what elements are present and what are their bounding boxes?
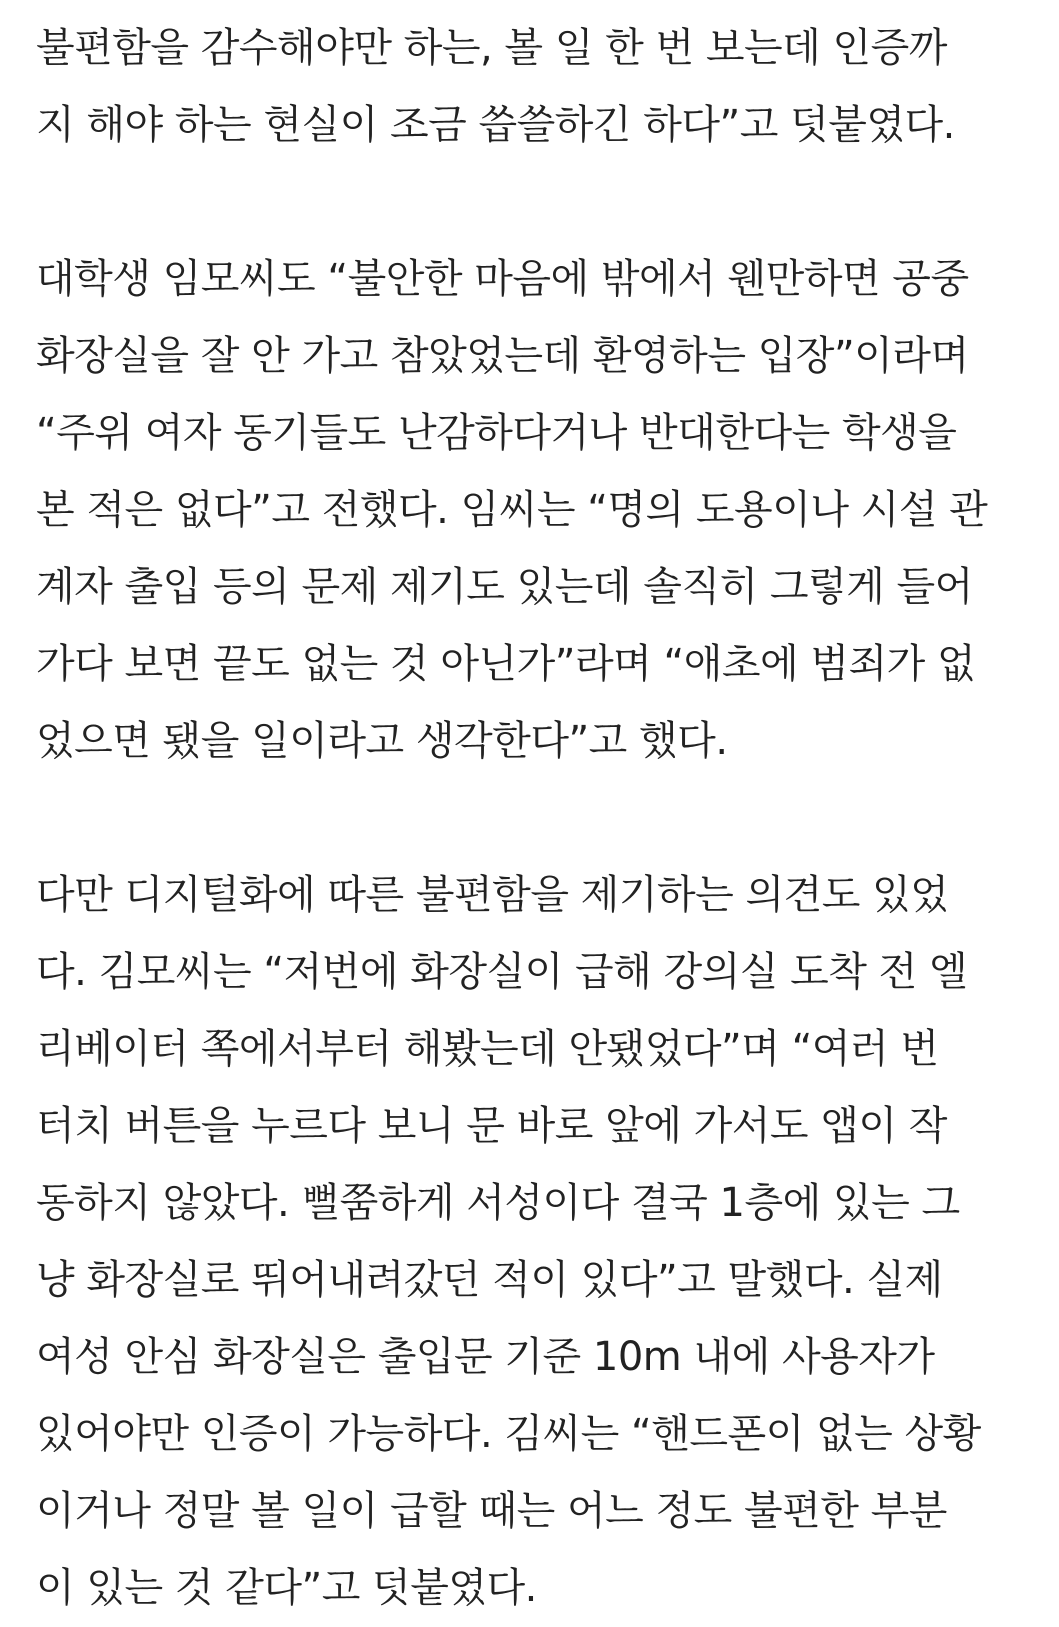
text-line: 동하지 않았다. 뻘쭘하게 서성이다 결국 1층에 있는 그 [36,1180,960,1226]
text-line: 있어야만 인증이 가능하다. 김씨는 “핸드폰이 없는 상황 [36,1411,981,1457]
text-line: 다. 김모씨는 “저번에 화장실이 급해 강의실 도착 전 엘 [36,949,968,995]
text-line: 여성 안심 화장실은 출입문 기준 10m 내에 사용자가 [36,1334,935,1380]
text-line: 냥 화장실로 뛰어내려갔던 적이 있다”고 말했다. 실제 [36,1257,943,1303]
text-line: 었으면 됐을 일이라고 생각한다”고 했다. [36,718,728,764]
text-line: 터치 버튼을 누르다 보니 문 바로 앞에 가서도 앱이 작 [36,1103,947,1149]
text-line: “주위 여자 동기들도 난감하다거나 반대한다는 학생을 [36,410,957,456]
paragraph-spacer [36,780,1031,857]
paragraph-spacer [36,164,1031,241]
text-line: 가다 보면 끝도 없는 것 아닌가”라며 “애초에 범죄가 없 [36,641,976,687]
text-line: 대학생 임모씨도 “불안한 마음에 밖에서 웬만하면 공중 [36,256,969,302]
text-line: 이거나 정말 볼 일이 급할 때는 어느 정도 불편한 부분 [36,1488,947,1534]
paragraph-3 [36,857,1031,1627]
text-line: 지 해야 하는 현실이 조금 씁쓸하긴 하다”고 덧붙였다. [36,102,955,148]
paragraph-1 [36,10,1031,164]
text-line: 리베이터 쪽에서부터 해봤는데 안됐었다”며 “여러 번 [36,1026,939,1072]
text-line: 불편함을 감수해야만 하는, 볼 일 한 번 보는데 인증까 [36,25,947,71]
text-line: 이 있는 것 같다”고 덧붙였다. [36,1565,537,1611]
text-line: 화장실을 잘 안 가고 참았었는데 환영하는 입장”이라며 [36,333,969,379]
text-line: 다만 디지털화에 따른 불편함을 제기하는 의견도 있었 [36,872,949,918]
text-line: 본 적은 없다”고 전했다. 임씨는 “명의 도용이나 시설 관 [36,487,988,533]
paragraph-2 [36,241,1031,780]
text-line: 계자 출입 등의 문제 제기도 있는데 솔직히 그렇게 들어 [36,564,973,610]
